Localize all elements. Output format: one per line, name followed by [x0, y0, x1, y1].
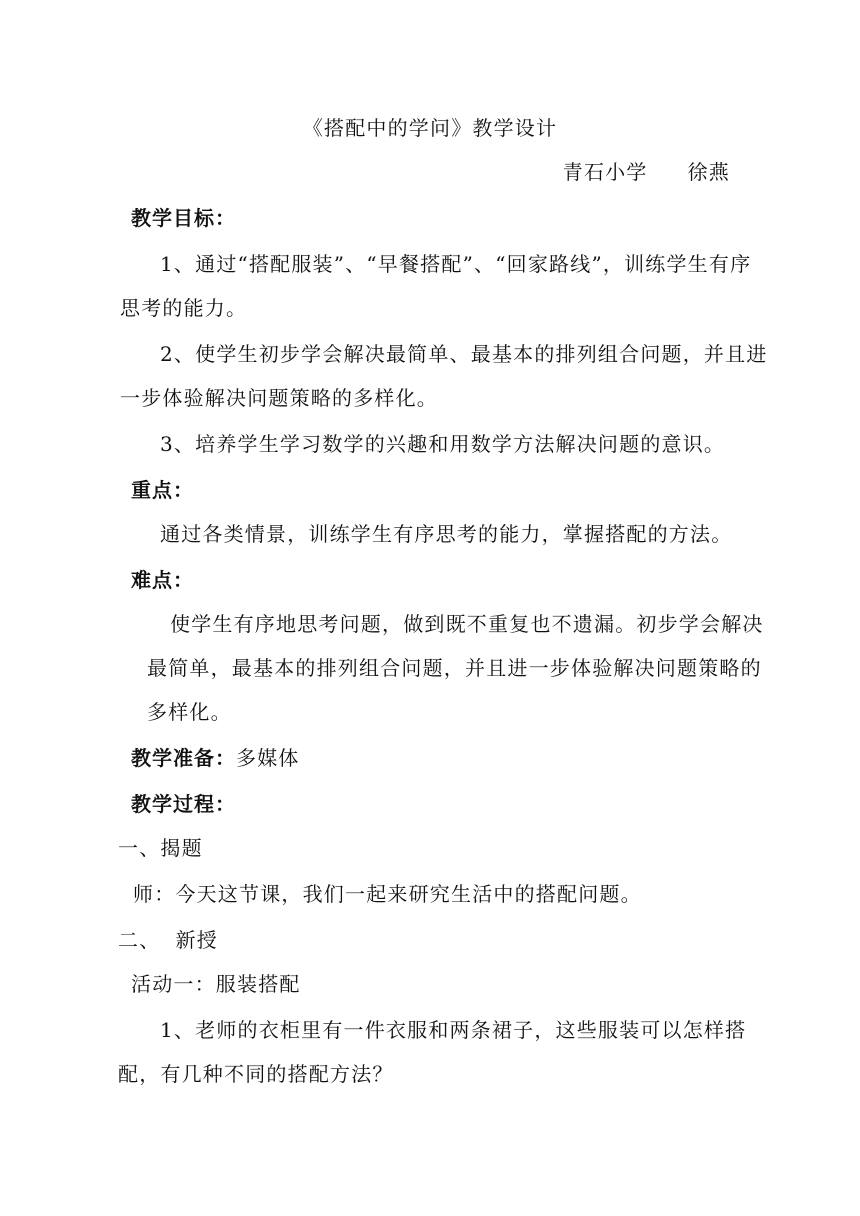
question-1-line-2: 配，有几种不同的搭配方法？	[118, 1062, 394, 1086]
author-name: 徐燕	[687, 160, 730, 184]
section-2-heading: 二、 新授	[118, 928, 218, 952]
activity-1-heading: 活动一：服装搭配	[131, 972, 301, 996]
preparation-line	[131, 746, 300, 770]
objective-1-line-2: 思考的能力。	[120, 296, 248, 320]
difficulty-line-1: 使学生有序地思考问题，做到既不重复也不遗漏。初步学会解决	[170, 612, 764, 636]
objective-1-line-1: 1、通过“搭配服装”、“早餐搭配”、“回家路线”，训练学生有序	[160, 252, 752, 276]
objective-2-line-1: 2、使学生初步学会解决最简单、最基本的排列组合问题，并且进	[160, 342, 768, 366]
author-line	[563, 160, 730, 184]
school-name: 青石小学	[562, 160, 648, 184]
difficulty-heading: 难点：	[131, 568, 194, 592]
objective-2-line-2: 一步体验解决问题策略的多样化。	[120, 386, 438, 410]
objectives-heading: 教学目标：	[131, 206, 236, 230]
preparation-label: 教学准备：	[131, 746, 236, 770]
section-1-heading: 一、揭题	[118, 836, 203, 860]
difficulty-line-2: 最简单，最基本的排列组合问题，并且进一步体验解决问题策略的	[147, 656, 762, 680]
preparation-value: 多媒体	[236, 746, 300, 770]
key-point-text: 通过各类情景，训练学生有序思考的能力，掌握搭配的方法。	[160, 522, 733, 546]
key-point-heading: 重点：	[131, 478, 194, 502]
teacher-line: 师：今天这节课，我们一起来研究生活中的搭配问题。	[133, 882, 642, 906]
question-1-line-1: 1、老师的衣柜里有一件衣服和两条裙子，这些服装可以怎样搭	[160, 1018, 747, 1042]
difficulty-line-3: 多样化。	[147, 700, 232, 724]
process-heading: 教学过程：	[131, 792, 236, 816]
document-title: 《搭配中的学问》教学设计	[302, 116, 558, 140]
objective-3: 3、培养学生学习数学的兴趣和用数学方法解决问题的意识。	[160, 432, 726, 456]
